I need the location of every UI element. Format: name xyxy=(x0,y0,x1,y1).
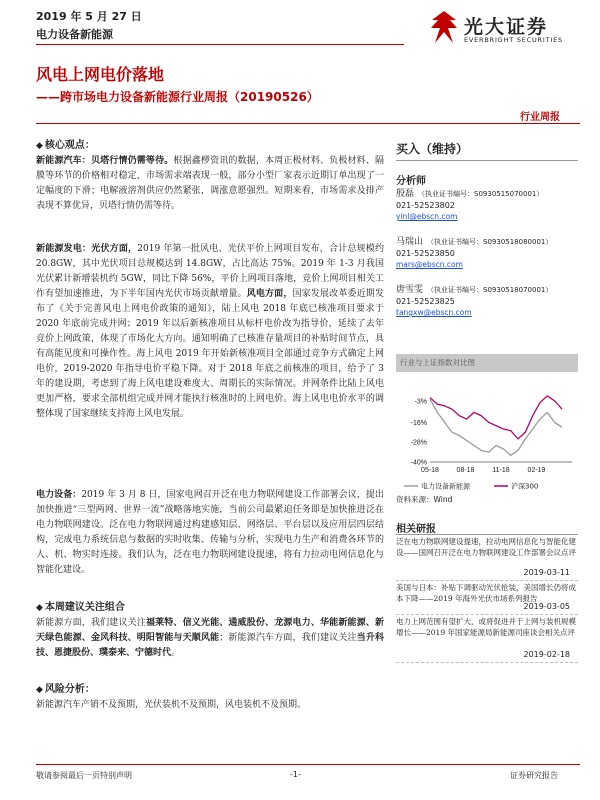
paragraph-portfolio xyxy=(36,616,384,666)
analyst-1 xyxy=(396,188,576,222)
p2-lead-b: 风电方面， xyxy=(246,289,293,299)
risk-heading-text: 风险分析： xyxy=(44,684,95,695)
footer-report-label: 证券研究报告 xyxy=(510,771,558,780)
chart-svg xyxy=(396,372,578,500)
legend-label: 电力设备新能源 xyxy=(421,482,470,491)
report-subtitle: ——跨市场电力设备新能源行业周报（20190526） xyxy=(36,90,319,104)
related-divider xyxy=(396,614,578,615)
page-number: -1- xyxy=(290,770,301,779)
paragraph-equipment xyxy=(36,488,384,592)
sector-label: 电力设备新能源 xyxy=(36,28,113,41)
key-points-heading: ◆ 核心观点： xyxy=(36,140,95,151)
p3-lead: 电力设备： xyxy=(36,490,82,500)
x-tick-label: 11-18 xyxy=(492,467,510,474)
p4-text-a: 新能源方面，我们建议关注 xyxy=(36,618,146,628)
analyst-3 xyxy=(396,284,576,318)
report-date: 2019 年 5 月 27 日 xyxy=(36,10,142,23)
y-tick-label: -28% xyxy=(410,439,427,447)
chart-title-bar xyxy=(396,354,578,372)
related-item[interactable]: 泛在电力物联网建设提速，拉动电网信息化与智能化建设——国网召开泛在电力物联网建设工作部署会议点评 xyxy=(396,537,576,557)
analyst-email[interactable]: tangxw@ebscn.com xyxy=(396,308,472,317)
analyst-id: （执业证书编号：S0930515070001） xyxy=(418,190,544,198)
chart-source: 资料来源：Wind xyxy=(396,495,453,504)
report-type: 行业周报 xyxy=(520,112,560,123)
logo xyxy=(428,8,578,48)
y-tick-label: -16% xyxy=(410,419,427,427)
logo-mark-icon xyxy=(428,10,460,44)
legend-label: 沪深300 xyxy=(511,482,539,491)
paragraph-ev xyxy=(36,154,384,234)
analyst-name: 唐雪雯 xyxy=(396,285,424,295)
analyst-name: 马瑞山 xyxy=(396,237,424,247)
p4-bold-a: 福莱特、信义光能、通威股份、龙源电力、华能新能源、新天绿色能源、金风科技、明阳智能与天顺风能 xyxy=(36,618,384,643)
logo-cn: 光大证券 xyxy=(464,16,549,38)
related-item[interactable]: 电力上网范围有望扩大，或将促进并于上网与装机规模增长——2019 年国家能源局新能源司座谈会相关点评 xyxy=(396,617,576,637)
footer-rule xyxy=(36,764,580,765)
analyst-email[interactable]: yinl@ebscn.com xyxy=(396,212,458,221)
portfolio-heading: ◆ 本周建议关注组合 xyxy=(36,602,125,613)
analyst-2 xyxy=(396,236,576,270)
p1-text: 根据鑫椤资讯的数据，本周正极材料、负极材料、隔膜等环节的价格相对稳定，市场需求端表现一般，部分小型厂家表示近期订单出现了一定幅度的下滑；电解液溶剂供应仍然紧张，调涨意愿强烈。短期来看，市场需求及排产表现不算优异，贝塔行情仍需等待。 xyxy=(36,156,384,211)
related-divider xyxy=(396,662,578,663)
p3-text: 2019 年 3 月 8 日，国家电网召开泛在电力物联网建设工作部署会议，提出加快推进“三型两网、世界一流”战略落地实施，当前公司最紧迫任务即是加快推进泛在电力物联网建设。泛在电力物联网通过构建感知层、网络层、平台层以及应用层四层结构，完成电力系统信息与数据的实时收集、传输与分析，实现电力生产和消费各环节的人、机、物实时连接。我们认为，泛在电力物联网建设提速，将有力拉动电网信息化与智能化建设。 xyxy=(36,490,384,575)
risk-heading: ◆ 风险分析： xyxy=(36,684,95,695)
related-rule xyxy=(396,534,578,535)
chart-title: 行业与上证指数对比图 xyxy=(400,358,475,367)
analyst-id: （执业证书编号：S0930518070001） xyxy=(427,286,553,294)
logo-en: EVERBRIGHT SECURITIES xyxy=(464,36,563,44)
analyst-email[interactable]: mars@ebscn.com xyxy=(396,260,463,269)
p2-text-a: 2019 年第一批风电、光伏平价上网项目发布，合计总规模约 20.8GW，其中光伏项目总规模达到 14.8GW，占比高达 75%。2019 年 1-3 月我国光伏累计新增装机约 5GW，同比下降 56%，平价上网项目落地，竞价上网项目相关工作有望加速推进，为下半年国内光伏市场贡献增量。 xyxy=(36,244,384,299)
related-item[interactable]: 美国与日本：补贴下调驱动光伏抢装，美国增长仍将成本下降——2019 年海外光伏市场系列报告 xyxy=(396,583,576,603)
p2-text-b: 国家发展改革委近期发布了《关于完善风电上网电价政策的通知》，陆上风电 2018 年底已核准项目要求于 2020 年底前完成并网；2019 年以后新核准项目从标杆电价改为指导价，延续了去年竞价上网政策，体现了市场化大方向。通知明确了已核准存量项目的补贴时间节点，具有高能见度和可操作性。海上风电 2019 年开始新核准项目全部通过竞争方式确定上网电价，2019-2020 年指导电价平稳下降。对于 2018 年底之前核准的项目，给予了 3 年的建设期，考虑到了海上风电建设难度大、周期长的实际情况。并网条件比陆上风电更加严格，要求全部机组完成并网才能执行核准时的上网电价。海上风电电价水平的调整体现了国家继续支持海上风电发展。 xyxy=(36,289,384,419)
title-rule xyxy=(36,123,580,124)
risk-text: 新能源汽车产销不及预期，光伏装机不及预期，风电装机不及预期。 xyxy=(36,700,307,710)
analyst-id: （执业证书编号：S0930518080001） xyxy=(427,238,553,246)
p4-end: 。 xyxy=(171,648,181,658)
p2-lead: 新能源发电：光伏方面， xyxy=(36,244,138,254)
p4-text-b: ；新能源汽车方面，我们建议关注 xyxy=(219,633,357,643)
related-heading: 相关研报 xyxy=(396,524,436,535)
report-title: 风电上网电价落地 xyxy=(36,65,165,84)
analyst-name: 殷磊 xyxy=(396,189,415,199)
y-tick-label: -40% xyxy=(410,459,427,467)
x-tick-label: 08-18 xyxy=(456,467,475,474)
analyst-heading: 分析师 xyxy=(396,176,426,187)
chart-panel xyxy=(396,354,578,500)
related-divider xyxy=(396,580,578,581)
x-tick-label: 02-19 xyxy=(527,467,546,474)
paragraph-generation xyxy=(36,242,384,482)
p1-lead: 新能源汽车：贝塔行情仍需等待。 xyxy=(36,156,174,166)
portfolio-heading-text: 本周建议关注组合 xyxy=(44,602,125,613)
analyst-phone: 021-52523802 xyxy=(396,201,455,210)
rating-rule xyxy=(396,160,578,161)
y-tick-label: -3% xyxy=(414,398,427,406)
rating: 买入（维持） xyxy=(396,142,469,156)
x-tick-label: 05-18 xyxy=(421,467,439,474)
key-points-heading-text: 核心观点： xyxy=(44,140,95,151)
p4-bold-b: 当升科技、恩捷股份、璞泰来、宁德时代 xyxy=(36,633,384,658)
related-date: 2019-02-18 xyxy=(523,650,570,659)
analyst-phone: 021-52523850 xyxy=(396,249,455,258)
paragraph-risk xyxy=(36,698,384,718)
related-date: 2019-03-05 xyxy=(523,602,570,611)
header-rule xyxy=(36,44,404,45)
analyst-phone: 021-52523825 xyxy=(396,297,455,306)
related-date: 2019-03-11 xyxy=(523,568,570,577)
footer-disclaimer: 敬请参阅最后一页特别声明 xyxy=(36,771,132,780)
